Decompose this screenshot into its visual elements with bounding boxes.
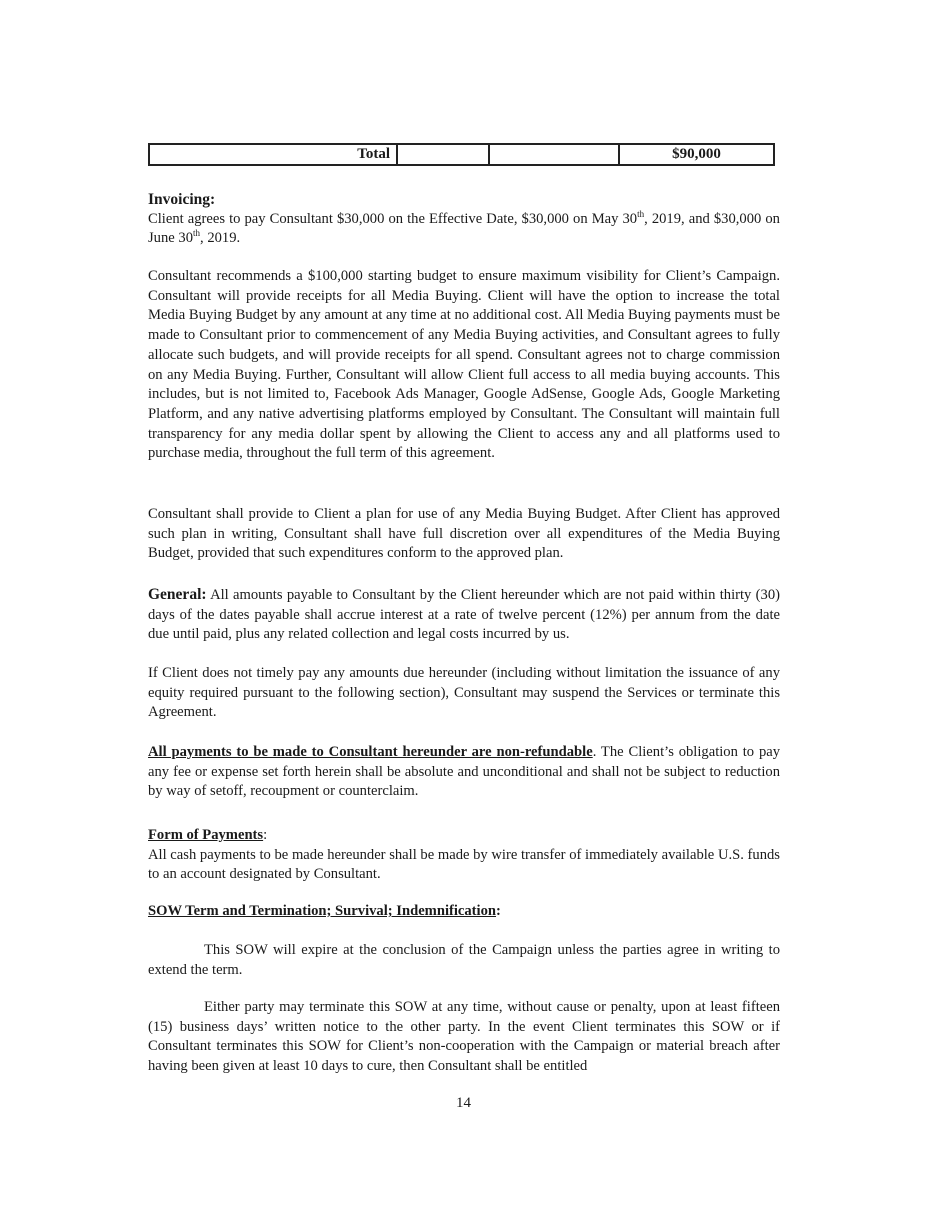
sow-term-heading-line: SOW Term and Termination; Survival; Indemnification: [148,903,501,919]
nonrefundable-heading: All payments to be made to Consultant hereunder are non-refundable [148,744,593,760]
form-of-payments-section: Form of Payments: All cash payments to be made hereunder shall be made by wire transfer of immediately available U.S. funds to an account designated by Consultant. [148,826,780,885]
form-of-payments-heading: Form of Payments [148,827,264,843]
invoicing-section [148,190,780,249]
general-heading: General: [148,586,207,603]
general-paragraph-1: General: All amounts payable to Consultant by the Client hereunder which are not paid within thirty (30) days of the dates payable shall accrue interest at a rate of twelve percent (12%) per annum from the date due until paid, plus any related collection and legal costs incurred by us. [148,586,780,643]
nonrefundable-paragraph: All payments to be made to Consultant hereunder are non-refundable. The Client’s obligation to pay any fee or expense set forth herein shall be absolute and unconditional and shall not be subject to reduction by way of setoff, recoupment or counterclaim. [148,744,781,800]
empty-cell [397,144,489,165]
total-table [148,143,775,166]
general-paragraph-2: If Client does not timely pay any amounts due hereunder (including without limitation the issuance of any equity required pursuant to the following section), Consultant may suspend the Services or terminate this Agreement. [148,665,780,721]
table-row [149,144,774,165]
sow-term-paragraph-2: Either party may terminate this SOW at any time, without cause or penalty, upon at least fifteen (15) business days’ written notice to the other party. In the event Client terminates this SOW or if Consultant terminates this SOW for Client’s non-cooperation with the Campaign or material breach after having been given at least 10 days to cure, then Consultant shall be entitled [148,999,780,1075]
invoicing-paragraph-1: Client agrees to pay Consultant $30,000 on the Effective Date, $30,000 on May 30th, 2019, and $30,000 on June 30th, 2019. [148,208,780,247]
page-number: 14 [456,1095,471,1111]
sow-term-paragraph-1: This SOW will expire at the conclusion of the Campaign unless the parties agree in writing to extend the term. [148,942,780,978]
sow-term-heading: SOW Term and Termination; Survival; Indemnification [148,903,497,919]
form-of-payments-text: All cash payments to be made hereunder shall be made by wire transfer of immediately available U.S. funds to an account designated by Consultant. [148,846,780,883]
invoicing-paragraph-3: Consultant shall provide to Client a plan for use of any Media Buying Budget. After Client has approved such plan in writing, Consultant shall have full discretion over all expenditures of the Media Buying Budget, provided that such expenditures conform to the approved plan. [148,506,780,562]
invoicing-paragraph-2: Consultant recommends a $100,000 starting budget to ensure maximum visibility for Client’s Campaign. Consultant will provide receipts for all Media Buying. Client will have the option to increase the total Media Buying Budget by any amount at any time at no additional cost. All Media Buying payments must be made to Consultant prior to commencement of any Media Buying activities, and Consultant agrees to fully allocate such budgets, and will provide receipts for all spend. Consultant agrees not to charge commission on any Media Buying. Further, Consultant will allow Client full access to all media buying accounts. This includes, but is not limited to, Facebook Ads Manager, Google AdSense, Google Ads, Google Marketing Platform, and any native advertising platforms employed by Consultant. The Consultant will maintain full transparency for any media dollar spent by allowing the Client to access any and all platforms used to purchase media, throughout the full term of this agreement. [148,268,780,462]
empty-cell [489,144,619,165]
total-label: Total [149,144,397,165]
total-amount: $90,000 [619,144,774,165]
invoicing-heading: Invoicing: [148,191,216,208]
